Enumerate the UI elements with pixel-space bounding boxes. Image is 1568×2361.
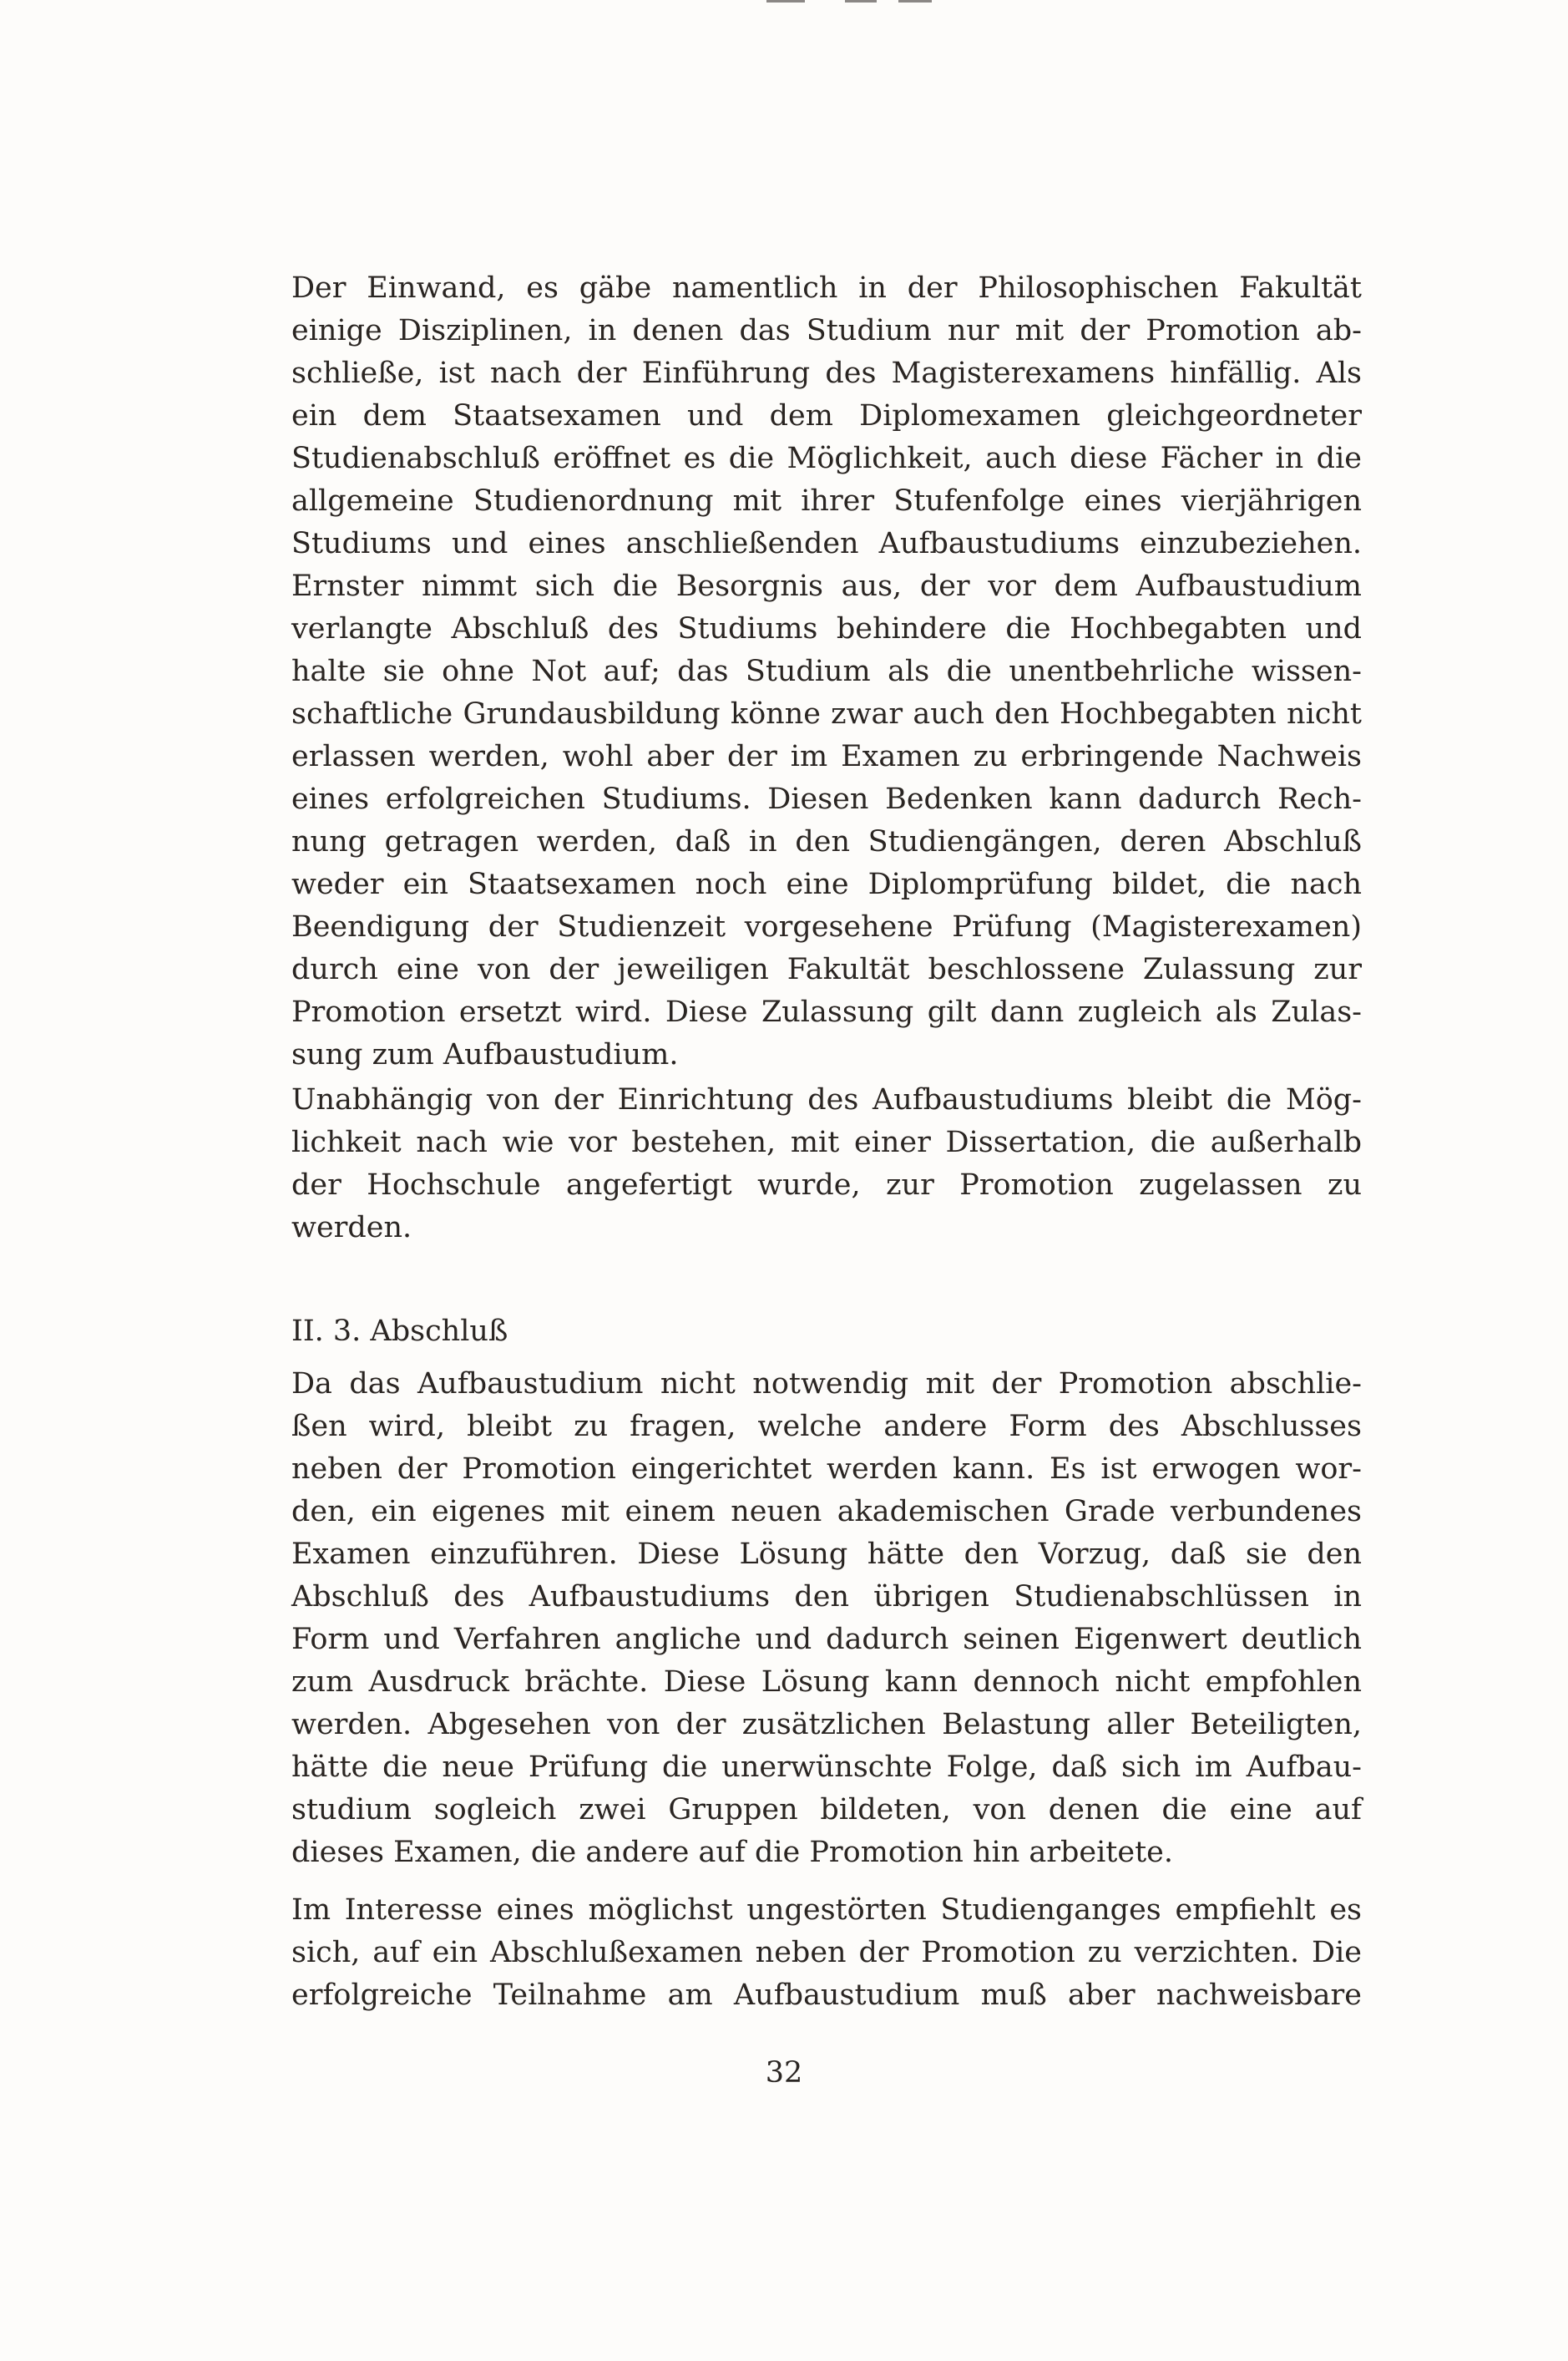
text-line: ßen wird, bleibt zu fragen, welche andere Form des Abschlusses — [291, 1410, 1362, 1443]
text-line: halte sie ohne Not auf; das Studium als die unentbehrliche wissen- — [291, 655, 1362, 688]
text-line: Ernster nimmt sich die Besorgnis aus, der vor dem Aufbaustudium — [291, 570, 1362, 603]
text-line: sich, auf ein Abschlußexamen neben der Promotion zu verzichten. Die — [291, 1936, 1362, 1969]
text-line: weder ein Staatsexamen noch eine Diplomprüfung bildet, die nach — [291, 868, 1362, 901]
text-line: neben der Promotion eingerichtet werden kann. Es ist erwogen wor- — [291, 1452, 1362, 1486]
paragraph-2 — [291, 1079, 1362, 1249]
text-line: Studiums und eines anschließenden Aufbaustudiums einzubeziehen. — [291, 527, 1362, 560]
text-line: Examen einzuführen. Diese Lösung hätte den Vorzug, daß sie den — [291, 1538, 1362, 1571]
text-line: erlassen werden, wohl aber der im Examen zu erbringende Nachweis — [291, 740, 1362, 773]
text-line: der Hochschule angefertigt wurde, zur Promotion zugelassen zu — [291, 1168, 1362, 1202]
section-heading — [291, 1310, 1362, 1353]
text-line: lichkeit nach wie vor bestehen, mit einer Dissertation, die außerhalb — [291, 1126, 1362, 1159]
text-line: Promotion ersetzt wird. Diese Zulassung gilt dann zugleich als Zulas- — [291, 996, 1362, 1029]
text-line: Im Interesse eines möglichst ungestörten Studienganges empfiehlt es — [291, 1893, 1362, 1927]
page-number: 32 — [765, 2056, 803, 2090]
text-line: Form und Verfahren angliche und dadurch seinen Eigenwert deutlich — [291, 1623, 1362, 1656]
text-line: Unabhängig von der Einrichtung des Aufbaustudiums bleibt die Mög- — [291, 1083, 1362, 1117]
paragraph-1 — [291, 267, 1362, 1077]
text-line: ein dem Staatsexamen und dem Diplomexamen gleichgeordneter — [291, 399, 1362, 433]
text-line: hätte die neue Prüfung die unerwünschte Folge, daß sich im Aufbau- — [291, 1750, 1362, 1784]
text-line: allgemeine Studienordnung mit ihrer Stufenfolge eines vierjährigen — [291, 484, 1362, 518]
text-line: werden. Abgesehen von der zusätzlichen Belastung aller Beteiligten, — [291, 1708, 1362, 1741]
text-line: verlangte Abschluß des Studiums behindere die Hochbegabten und — [291, 612, 1362, 646]
text-line: erfolgreiche Teilnahme am Aufbaustudium muß aber nachweisbare — [291, 1978, 1362, 2012]
text-line: sung zum Aufbaustudium. — [291, 1038, 679, 1072]
text-line: Abschluß des Aufbaustudiums den übrigen Studienabschlüssen in — [291, 1580, 1362, 1614]
scan-artifact-mark — [845, 0, 877, 3]
text-line: Der Einwand, es gäbe namentlich in der Philosophischen Fakultät — [291, 271, 1362, 305]
text-line: durch eine von der jeweiligen Fakultät beschlossene Zulassung zur — [291, 953, 1362, 986]
text-line: werden. — [291, 1211, 412, 1244]
text-line: Beendigung der Studienzeit vorgesehene Prüfung (Magisterexamen) — [291, 910, 1362, 944]
text-line: einige Disziplinen, in denen das Studium nur mit der Promotion ab- — [291, 314, 1362, 347]
text-line: zum Ausdruck brächte. Diese Lösung kann dennoch nicht empfohlen — [291, 1665, 1362, 1699]
text-line: Da das Aufbaustudium nicht notwendig mit der Promotion abschlie- — [291, 1367, 1362, 1401]
text-line: Studienabschluß eröffnet es die Möglichkeit, auch diese Fächer in die — [291, 442, 1362, 475]
text-line: schließe, ist nach der Einführung des Magisterexamens hinfällig. Als — [291, 357, 1362, 390]
scan-artifact-mark — [766, 0, 805, 3]
text-line: schaftliche Grundausbildung könne zwar auch den Hochbegabten nicht — [291, 697, 1362, 731]
paragraph-3 — [291, 1363, 1362, 1874]
scan-artifact-mark — [898, 0, 932, 3]
paragraph-4 — [291, 1889, 1362, 2017]
text-line: studium sogleich zwei Gruppen bildeten, von denen die eine auf — [291, 1793, 1362, 1826]
text-line: nung getragen werden, daß in den Studiengängen, deren Abschluß — [291, 825, 1362, 859]
section-heading-text: II. 3. Abschluß — [291, 1315, 508, 1348]
text-line: dieses Examen, die andere auf die Promotion hin arbeitete. — [291, 1836, 1173, 1869]
text-line: eines erfolgreichen Studiums. Diesen Bedenken kann dadurch Rech- — [291, 783, 1362, 816]
text-line: den, ein eigenes mit einem neuen akademischen Grade verbundenes — [291, 1495, 1362, 1528]
